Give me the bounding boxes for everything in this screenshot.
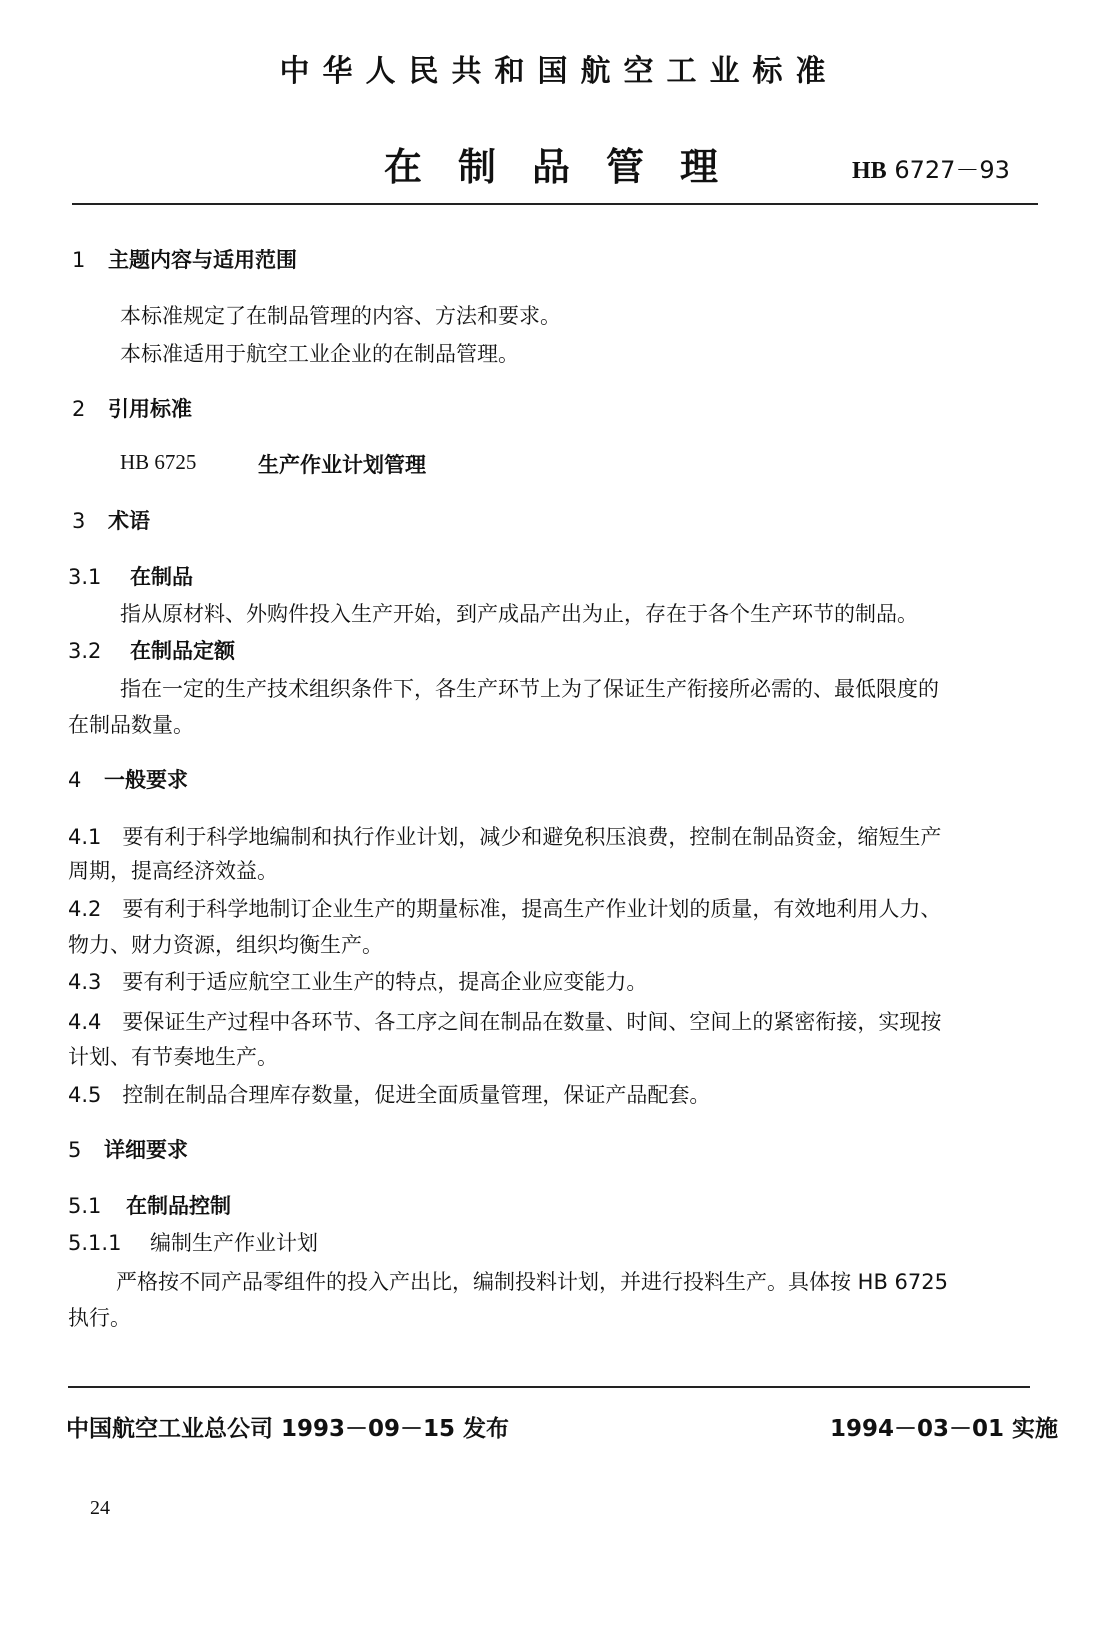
- clause-4-4-line-1: 4.4 要保证生产过程中各环节、各工序之间在制品在数量、时间、空间上的紧密衔接，实现按: [68, 1010, 942, 1034]
- standard-code-prefix: HB: [852, 158, 887, 184]
- document-title: 在制品管理: [383, 145, 754, 189]
- section-4-heading: 4 一般要求: [68, 768, 188, 792]
- clause-4-4-line-2: 计划、有节奏地生产。: [68, 1045, 278, 1069]
- clause-4-1-line-1: 4.1 要有利于科学地编制和执行作业计划，减少和避免积压浪费，控制在制品资金，缩短生产: [68, 825, 942, 849]
- standard-code: [852, 150, 1010, 185]
- section-1-heading: 1 主题内容与适用范围: [72, 248, 297, 272]
- section-3-heading: 3 术语: [72, 509, 150, 533]
- section-1-paragraph-2: 本标准适用于航空工业企业的在制品管理。: [120, 342, 519, 366]
- effective-date: 1994－03－01 实施: [830, 1416, 1059, 1442]
- section-3-1-definition: 指从原材料、外购件投入生产开始，到产成品产出为止，存在于各个生产环节的制品。: [120, 602, 918, 626]
- section-5-1-1-text-line-2: 执行。: [68, 1306, 131, 1330]
- reference-title: 生产作业计划管理: [258, 453, 426, 477]
- clause-4-3: 4.3 要有利于适应航空工业生产的特点，提高企业应变能力。: [68, 970, 648, 994]
- section-3-1-heading: 3.1 在制品: [68, 565, 193, 589]
- standard-code-number: 6727－93: [894, 156, 1010, 184]
- clause-4-2-line-1: 4.2 要有利于科学地制订企业生产的期量标准，提高生产作业计划的质量，有效地利用人力、: [68, 897, 942, 921]
- header-rule: [72, 203, 1038, 205]
- footer-rule: [68, 1386, 1030, 1388]
- section-3-2-definition-line-2: 在制品数量。: [68, 713, 194, 737]
- issue-statement: 中国航空工业总公司 1993－09－15 发布: [66, 1416, 510, 1442]
- page-number: 24: [90, 1497, 110, 1519]
- reference-code: HB 6725: [120, 450, 197, 474]
- section-3-2-definition-line-1: 指在一定的生产技术组织条件下，各生产环节上为了保证生产衔接所必需的、最低限度的: [120, 677, 939, 701]
- standard-header: 中华人民共和国航空工业标准: [279, 54, 839, 89]
- section-5-1-heading: 5.1 在制品控制: [68, 1194, 231, 1218]
- section-3-2-heading: 3.2 在制品定额: [68, 639, 235, 663]
- section-5-heading: 5 详细要求: [68, 1138, 188, 1162]
- section-5-1-1-heading: 5.1.1 编制生产作业计划: [68, 1231, 318, 1255]
- clause-4-5: 4.5 控制在制品合理库存数量，促进全面质量管理，保证产品配套。: [68, 1083, 711, 1107]
- clause-4-2-line-2: 物力、财力资源，组织均衡生产。: [68, 933, 383, 957]
- section-5-1-1-text-line-1: 严格按不同产品零组件的投入产出比，编制投料计划，并进行投料生产。具体按 HB 6725: [116, 1270, 948, 1294]
- section-2-heading: 2 引用标准: [72, 397, 192, 421]
- section-1-paragraph-1: 本标准规定了在制品管理的内容、方法和要求。: [120, 304, 561, 328]
- clause-4-1-line-2: 周期，提高经济效益。: [68, 859, 278, 883]
